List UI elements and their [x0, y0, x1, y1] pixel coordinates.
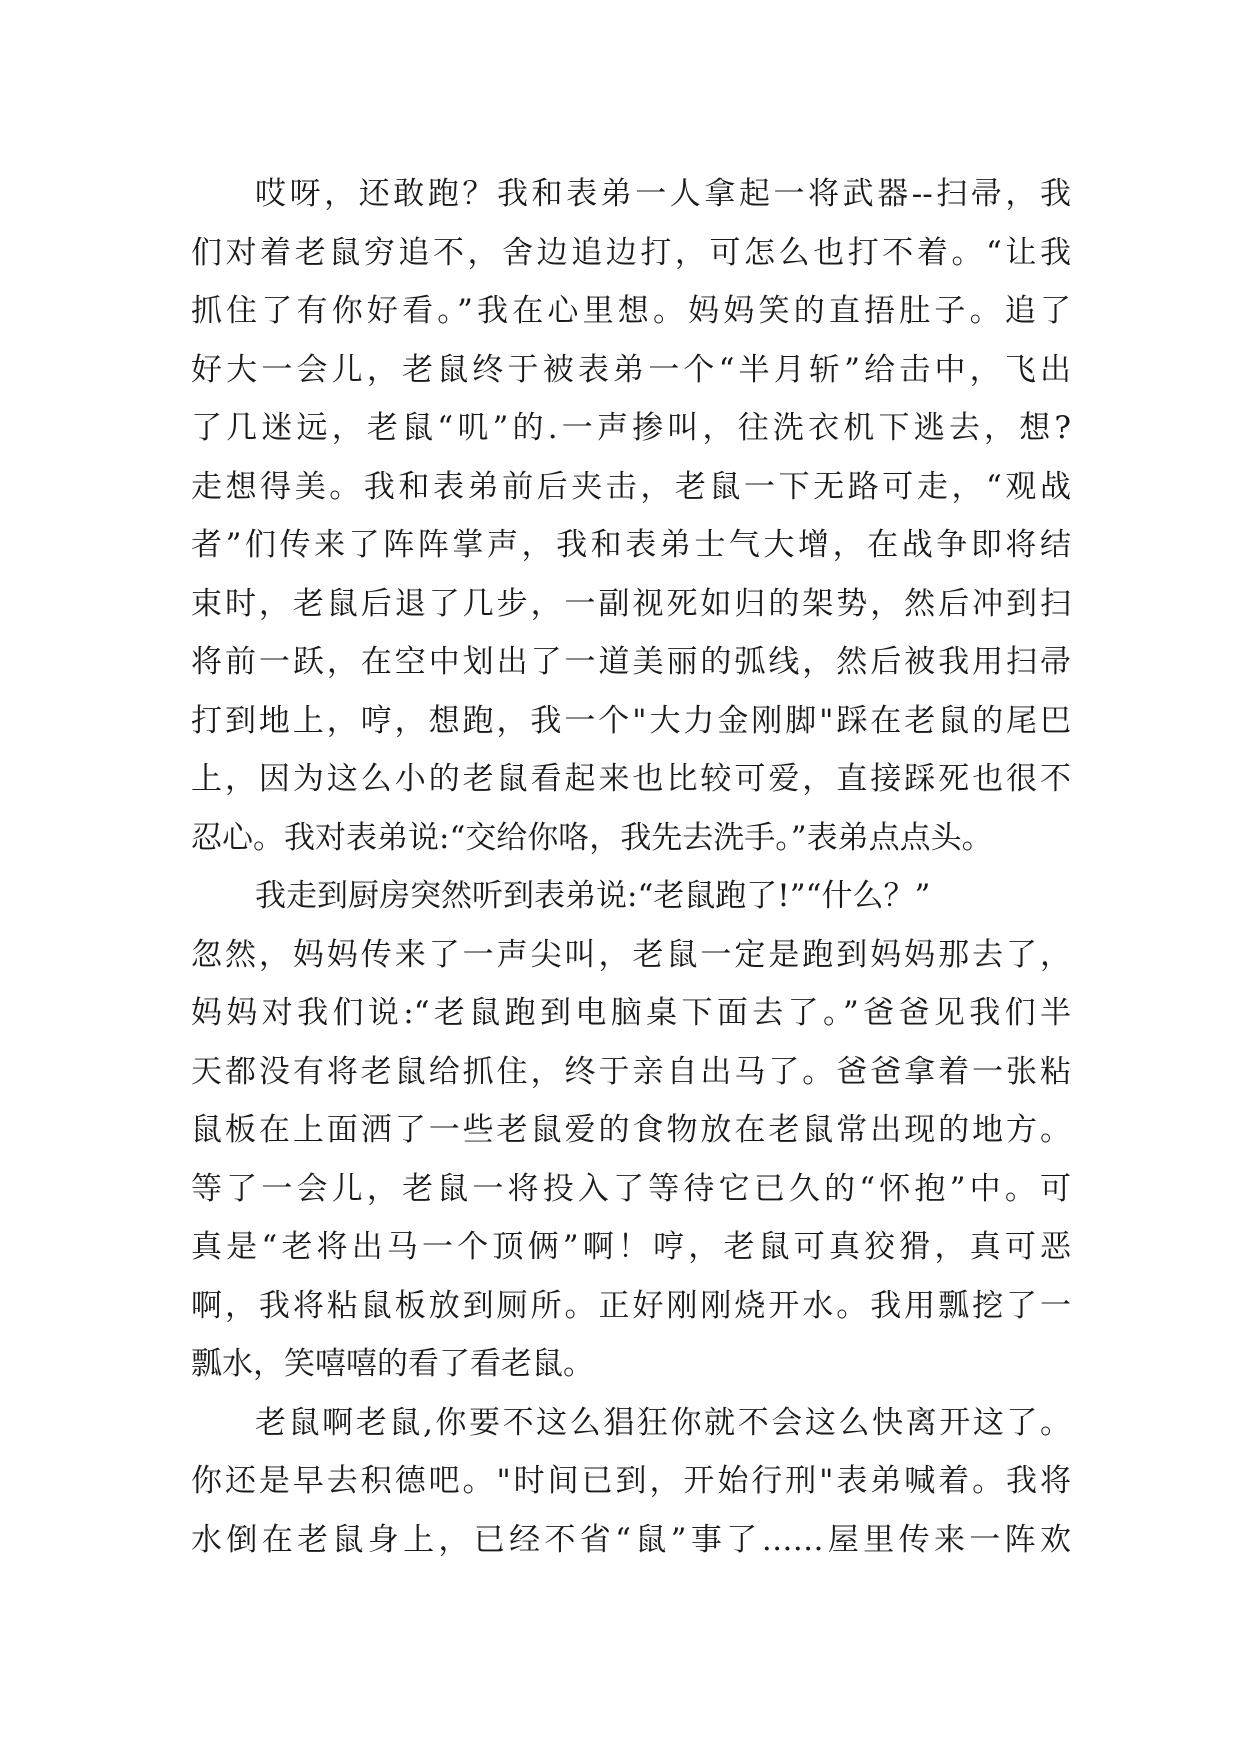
paragraph-1 — [191, 165, 1071, 867]
text-line: 束时，老鼠后退了几步，一副视死如归的架势，然后冲到扫 — [191, 585, 1071, 622]
text-line: 了几迷远，老鼠“叽”的.一声掺叫，往洗衣机下逃去，想? — [191, 410, 1071, 446]
text-line: 们对着老鼠穷追不，舍边追边打，可怎么也打不着。“让我 — [191, 234, 1071, 271]
text-line: 老鼠啊老鼠,你要不这么猖狂你就不会这么快离开这了。 — [255, 1404, 1071, 1441]
text-line: 者”们传来了阵阵掌声，我和表弟士气大增，在战争即将结 — [191, 527, 1071, 563]
text-line: 真是“老将出马一个顶俩”啊！哼，老鼠可真狡猾，真可恶 — [191, 1229, 1071, 1265]
text-line: 忍心。我对表弟说:“交给你咯，我先去洗手。”表弟点点头。 — [191, 819, 993, 856]
text-line: 天都没有将老鼠给抓住，终于亲自出马了。爸爸拿着一张粘 — [191, 1053, 1071, 1090]
text-line: 你还是早去积德吧。"时间已到，开始行刑"表弟喊着。我将 — [191, 1463, 1071, 1499]
text-line: 啊，我将粘鼠板放到厕所。正好刚刚烧开水。我用瓢挖了一 — [191, 1287, 1071, 1324]
text-line: 鼠板在上面洒了一些老鼠爱的食物放在老鼠常出现的地方。 — [191, 1112, 1071, 1148]
text-line: 走想得美。我和表弟前后夹击，老鼠一下无路可走，“观战 — [191, 468, 1071, 505]
text-line: 水倒在老鼠身上，已经不省“鼠”事了……屋里传来一阵欢 — [191, 1521, 1071, 1558]
text-line: 忽然，妈妈传来了一声尖叫，老鼠一定是跑到妈妈那去了， — [191, 936, 1071, 973]
text-line: 瓢水，笑嘻嘻的看了看老鼠。 — [191, 1346, 594, 1382]
text-line: 妈妈对我们说:“老鼠跑到电脑桌下面去了。”爸爸见我们半 — [191, 995, 1071, 1031]
text-line: 我走到厨房突然听到表弟说:“老鼠跑了!”“什么？” — [255, 878, 931, 914]
text-line: 抓住了有你好看。”我在心里想。妈妈笑的直捂肚子。追了 — [191, 293, 1071, 329]
text-line: 打到地上，哼，想跑，我一个"大力金刚脚"踩在老鼠的尾巴 — [191, 702, 1071, 739]
text-line: 哎呀，还敢跑？我和表弟一人拿起一将武器--扫帚，我 — [255, 176, 1071, 212]
paragraph-3 — [191, 1394, 1071, 1570]
text-line: 将前一跃，在空中划出了一道美丽的弧线，然后被我用扫帚 — [191, 644, 1071, 680]
text-line: 上，因为这么小的老鼠看起来也比较可爱，直接踩死也很不 — [191, 761, 1071, 797]
paragraph-2 — [191, 867, 1071, 1394]
text-line: 等了一会儿，老鼠一将投入了等待它已久的“怀抱”中。可 — [191, 1170, 1071, 1207]
article-body — [191, 165, 1071, 1569]
text-line: 好大一会儿，老鼠终于被表弟一个“半月斩”给击中，飞出 — [191, 351, 1071, 388]
